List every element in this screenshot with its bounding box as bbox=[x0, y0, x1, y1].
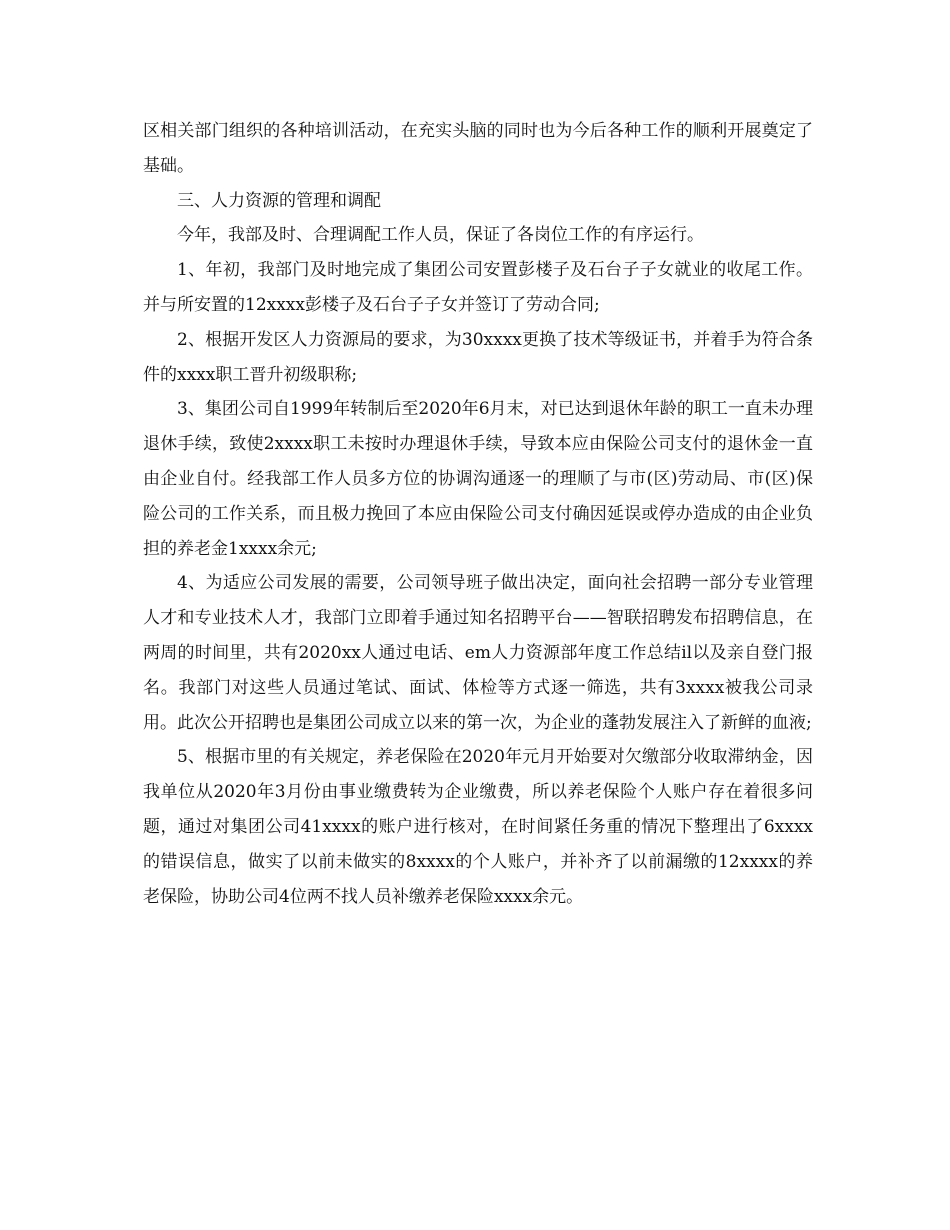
paragraph-item-2: 2、根据开发区人力资源局的要求，为30xxxx更换了技术等级证书，并着手为符合条件的xxxx职工晋升初级职称; bbox=[143, 329, 813, 385]
paragraph-item-4: 4、为适应公司发展的需要，公司领导班子做出决定，面向社会招聘一部分专业管理人才和专业技术人才，我部门立即着手通过知名招聘平台——智联招聘发布招聘信息，在两周的时间里，共有2020xx人通过电话、em人力资源部年度工作总结il以及亲自登门报名。我部门对这些人员通过笔试、面试、体检等方式逐一筛选，共有3xxxx被我公司录用。此次公开招聘也是集团公司成立以来的第一次，为企业的蓬勃发展注入了新鲜的血液; bbox=[143, 573, 813, 733]
document-body bbox=[143, 114, 813, 914]
paragraph-intro: 今年，我部及时、合理调配工作人员，保证了各岗位工作的有序运行。 bbox=[177, 225, 704, 246]
paragraph-item-1: 1、年初，我部门及时地完成了集团公司安置彭楼子及石台子子女就业的收尾工作。并与所安置的12xxxx彭楼子及石台子子女并签订了劳动合同; bbox=[143, 260, 813, 315]
paragraph-item-5: 5、根据市里的有关规定，养老保险在2020年元月开始要对欠缴部分收取滞纳金，因我单位从2020年3月份由事业缴费转为企业缴费，所以养老保险个人账户存在着很多问题，通过对集团公司41xxxx的账户进行核对，在时间紧任务重的情况下整理出了6xxxx的错误信息，做实了以前未做实的8xxxx的个人账户，并补齐了以前漏缴的12xxxx的养老保险，协助公司4位两不找人员补缴养老保险xxxx余元。 bbox=[143, 747, 813, 907]
paragraph-item-3: 3、集团公司自1999年转制后至2020年6月末，对已达到退休年龄的职工一直未办理退休手续，致使2xxxx职工未按时办理退休手续，导致本应由保险公司支付的退休金一直由企业自付。经我部工作人员多方位的协调沟通逐一的理顺了与市(区)劳动局、市(区)保险公司的工作关系，而且极力挽回了本应由保险公司支付确因延误或停办造成的由企业负担的养老金1xxxx余元; bbox=[143, 399, 813, 559]
paragraph-training-continuation: 区相关部门组织的各种培训活动，在充实头脑的同时也为今后各种工作的顺利开展奠定了基础。 bbox=[143, 121, 813, 176]
section-heading-hr-management: 三、人力资源的管理和调配 bbox=[177, 190, 381, 211]
